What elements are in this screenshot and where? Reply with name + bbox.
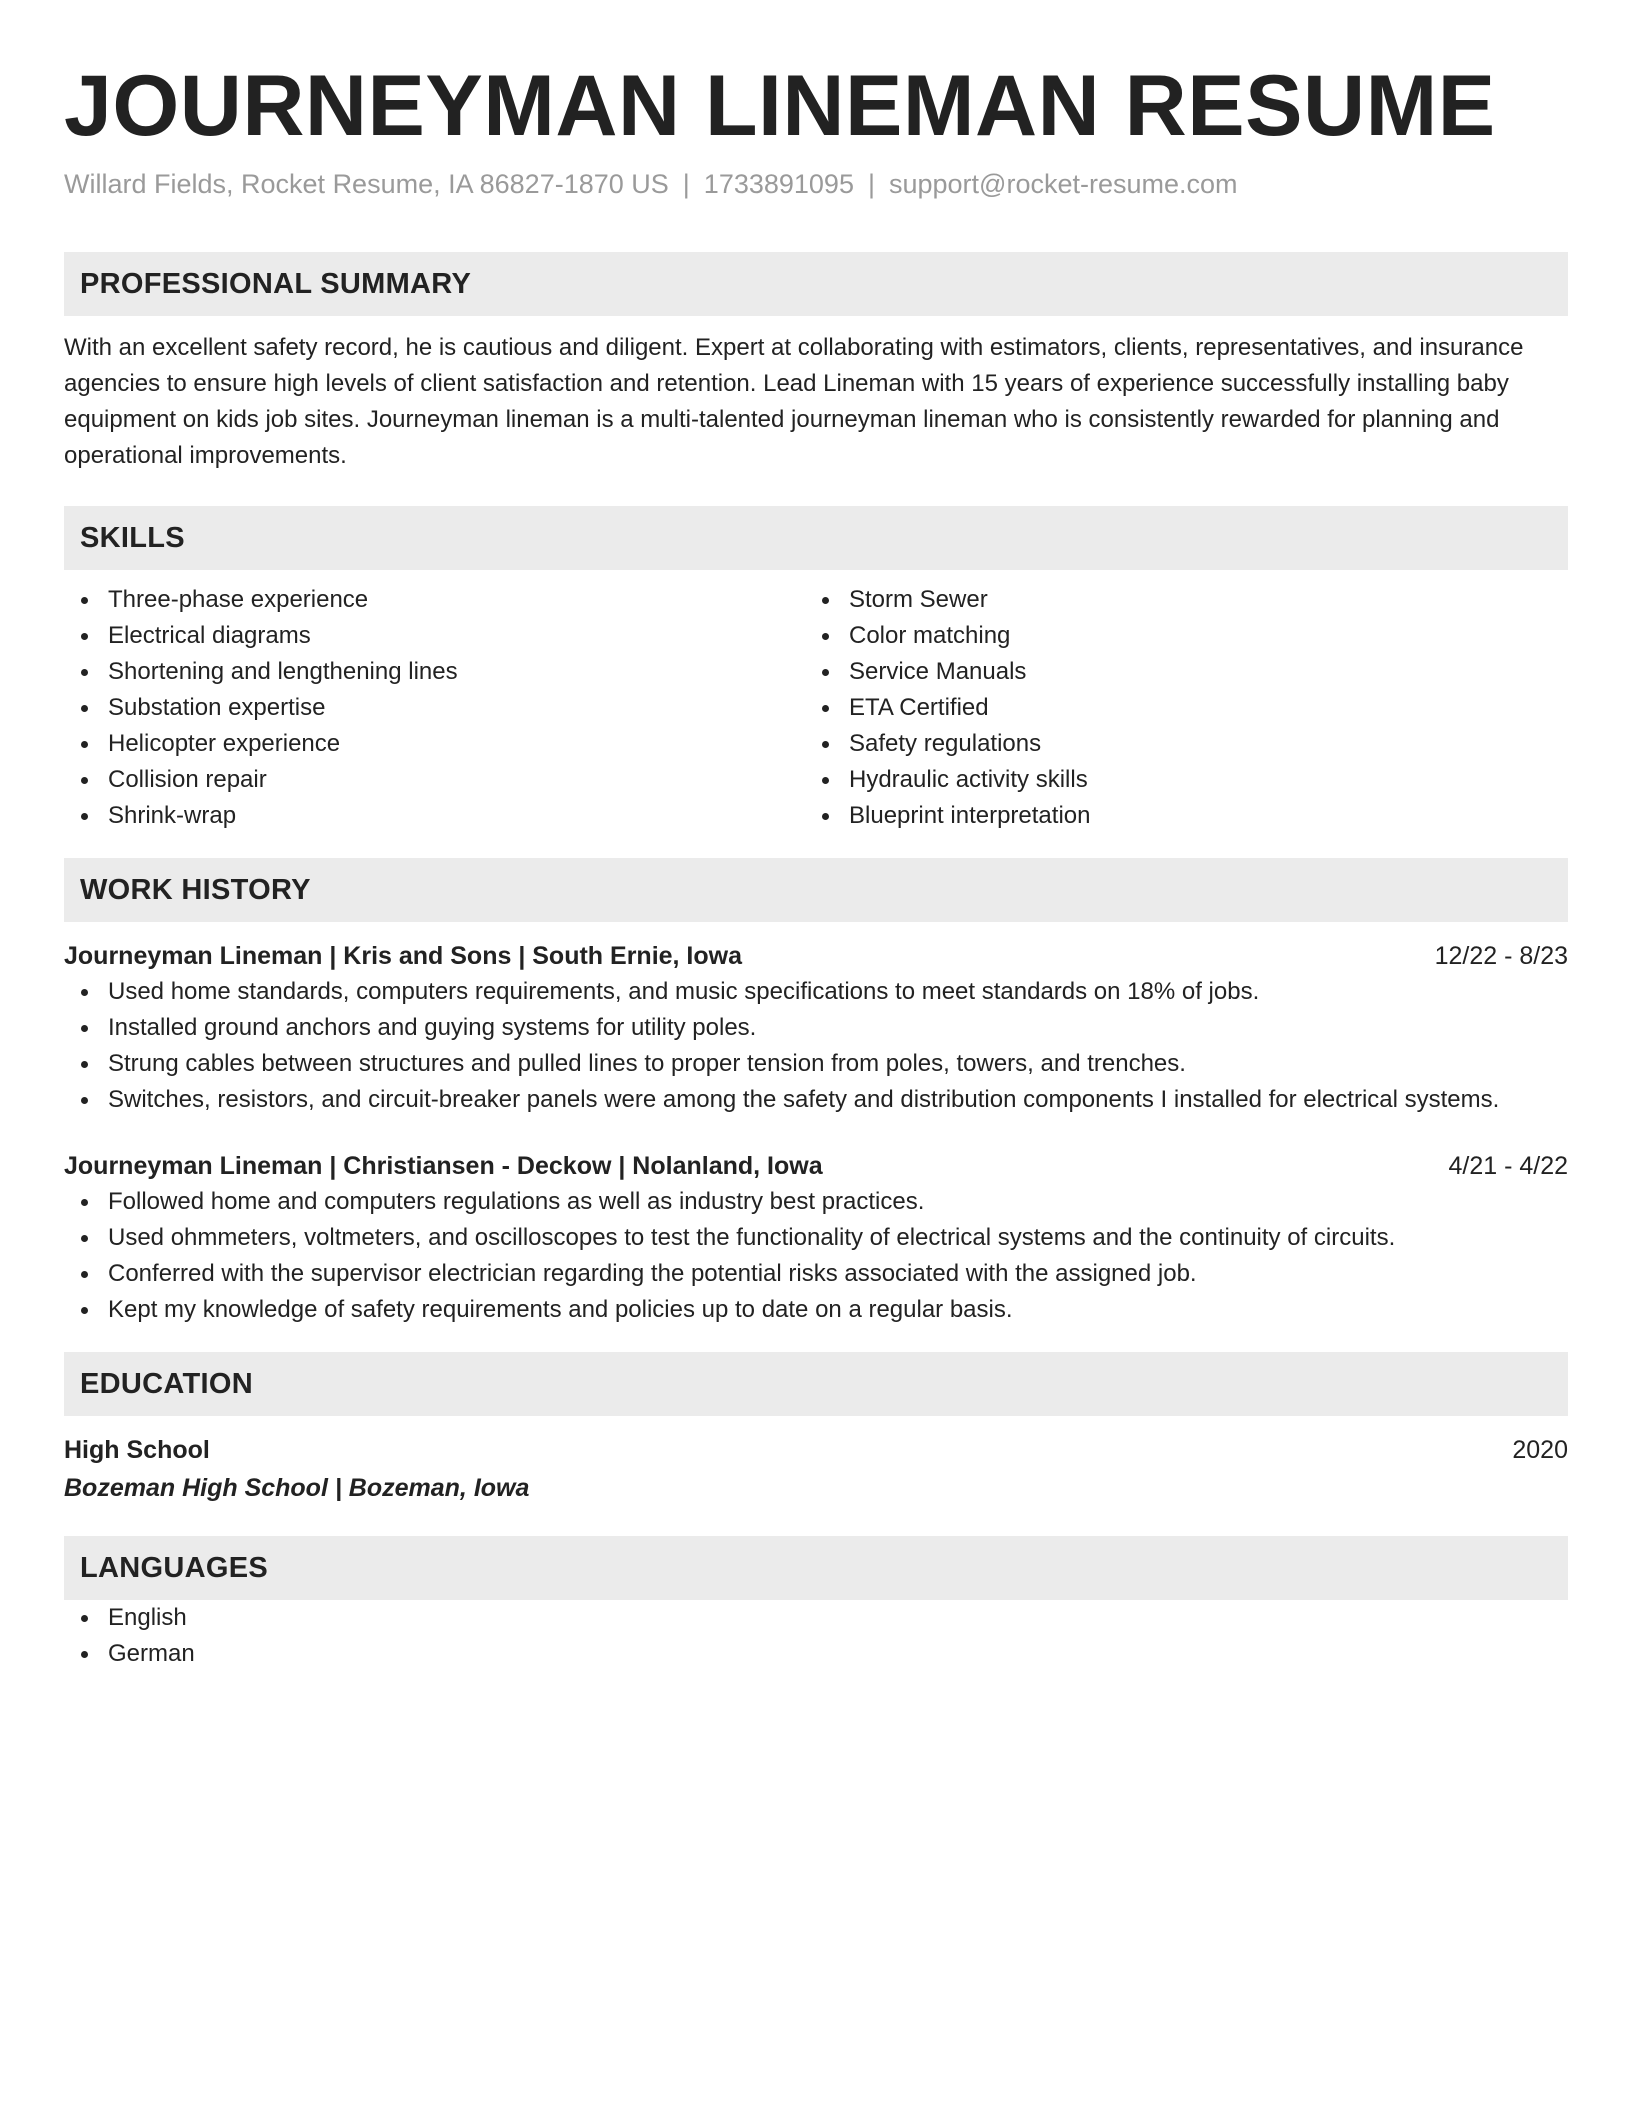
skill-item: Helicopter experience xyxy=(108,726,805,762)
skill-item: Hydraulic activity skills xyxy=(849,762,1546,798)
contact-line xyxy=(64,166,1568,202)
section-header-languages: LANGUAGES xyxy=(64,1536,1568,1600)
job-bullet: Conferred with the supervisor electrician regarding the potential risks associated with the assigned job. xyxy=(108,1256,1568,1292)
skills-list-left xyxy=(64,582,805,834)
section-header-skills: SKILLS xyxy=(64,506,1568,570)
skill-item: Shortening and lengthening lines xyxy=(108,654,805,690)
job-bullet: Switches, resistors, and circuit-breaker panels were among the safety and distribution components I installed for electrical systems. xyxy=(108,1082,1568,1118)
job-bullet: Used ohmmeters, voltmeters, and oscilloscopes to test the functionality of electrical systems and the continuity of circuits. xyxy=(108,1220,1568,1256)
education-degree: High School xyxy=(64,1436,210,1464)
skill-item: Three-phase experience xyxy=(108,582,805,618)
summary-text: With an excellent safety record, he is cautious and diligent. Expert at collaborating with estimators, clients, representatives, and insurance agencies to ensure high levels of client satisfaction and retention. Lead Lineman with 15 years of experience successfully installing baby equipment on kids job sites. Journeyman lineman is a multi-talented journeyman lineman who is consistently rewarded for planning and operational improvements. xyxy=(64,334,1524,469)
section-header-education: EDUCATION xyxy=(64,1352,1568,1416)
skill-item: Electrical diagrams xyxy=(108,618,805,654)
skill-item: Blueprint interpretation xyxy=(849,798,1546,834)
skill-item: Substation expertise xyxy=(108,690,805,726)
job-title: Journeyman Lineman | Christiansen - Deckow | Nolanland, Iowa xyxy=(64,1152,823,1180)
skill-item: Color matching xyxy=(849,618,1546,654)
education-school: Bozeman High School | Bozeman, Iowa xyxy=(64,1474,530,1502)
skill-item: Service Manuals xyxy=(849,654,1546,690)
language-item: German xyxy=(108,1636,1568,1672)
job-bullet: Installed ground anchors and guying systems for utility poles. xyxy=(108,1010,1568,1046)
skill-item: Collision repair xyxy=(108,762,805,798)
skill-item: Safety regulations xyxy=(849,726,1546,762)
contact-separator: | xyxy=(682,169,690,199)
contact-email[interactable]: support@rocket-resume.com xyxy=(888,169,1238,199)
skills-grid xyxy=(64,582,1568,834)
job-bullet-list xyxy=(64,1184,1568,1328)
job-bullet-list xyxy=(64,974,1568,1118)
job-bullet: Used home standards, computers requirements, and music specifications to meet standards on 18% of jobs. xyxy=(108,974,1568,1010)
skill-item: Shrink-wrap xyxy=(108,798,805,834)
language-list xyxy=(64,1600,1568,1672)
contact-phone: 1733891095 xyxy=(703,169,854,199)
resume-title: JOURNEYMAN LINEMAN RESUME xyxy=(64,58,1496,154)
job-bullet: Strung cables between structures and pulled lines to proper tension from poles, towers, and trenches. xyxy=(108,1046,1568,1082)
job-title: Journeyman Lineman | Kris and Sons | South Ernie, Iowa xyxy=(64,942,743,970)
contact-address: Willard Fields, Rocket Resume, IA 86827-1870 US xyxy=(64,169,669,199)
skill-item: ETA Certified xyxy=(849,690,1546,726)
job-bullet: Kept my knowledge of safety requirements and policies up to date on a regular basis. xyxy=(108,1292,1568,1328)
education-header xyxy=(64,1432,1568,1468)
education-year: 2020 xyxy=(1512,1436,1568,1464)
language-item: English xyxy=(108,1600,1568,1636)
section-header-summary: PROFESSIONAL SUMMARY xyxy=(64,252,1568,316)
section-header-work-history: WORK HISTORY xyxy=(64,858,1568,922)
job-date: 12/22 - 8/23 xyxy=(1434,942,1568,970)
job-header xyxy=(64,938,1568,974)
job-date: 4/21 - 4/22 xyxy=(1448,1152,1568,1180)
contact-separator: | xyxy=(867,169,875,199)
job-bullet: Followed home and computers regulations as well as industry best practices. xyxy=(108,1184,1568,1220)
skills-list-right xyxy=(805,582,1546,834)
skill-item: Storm Sewer xyxy=(849,582,1546,618)
job-header xyxy=(64,1148,1568,1184)
